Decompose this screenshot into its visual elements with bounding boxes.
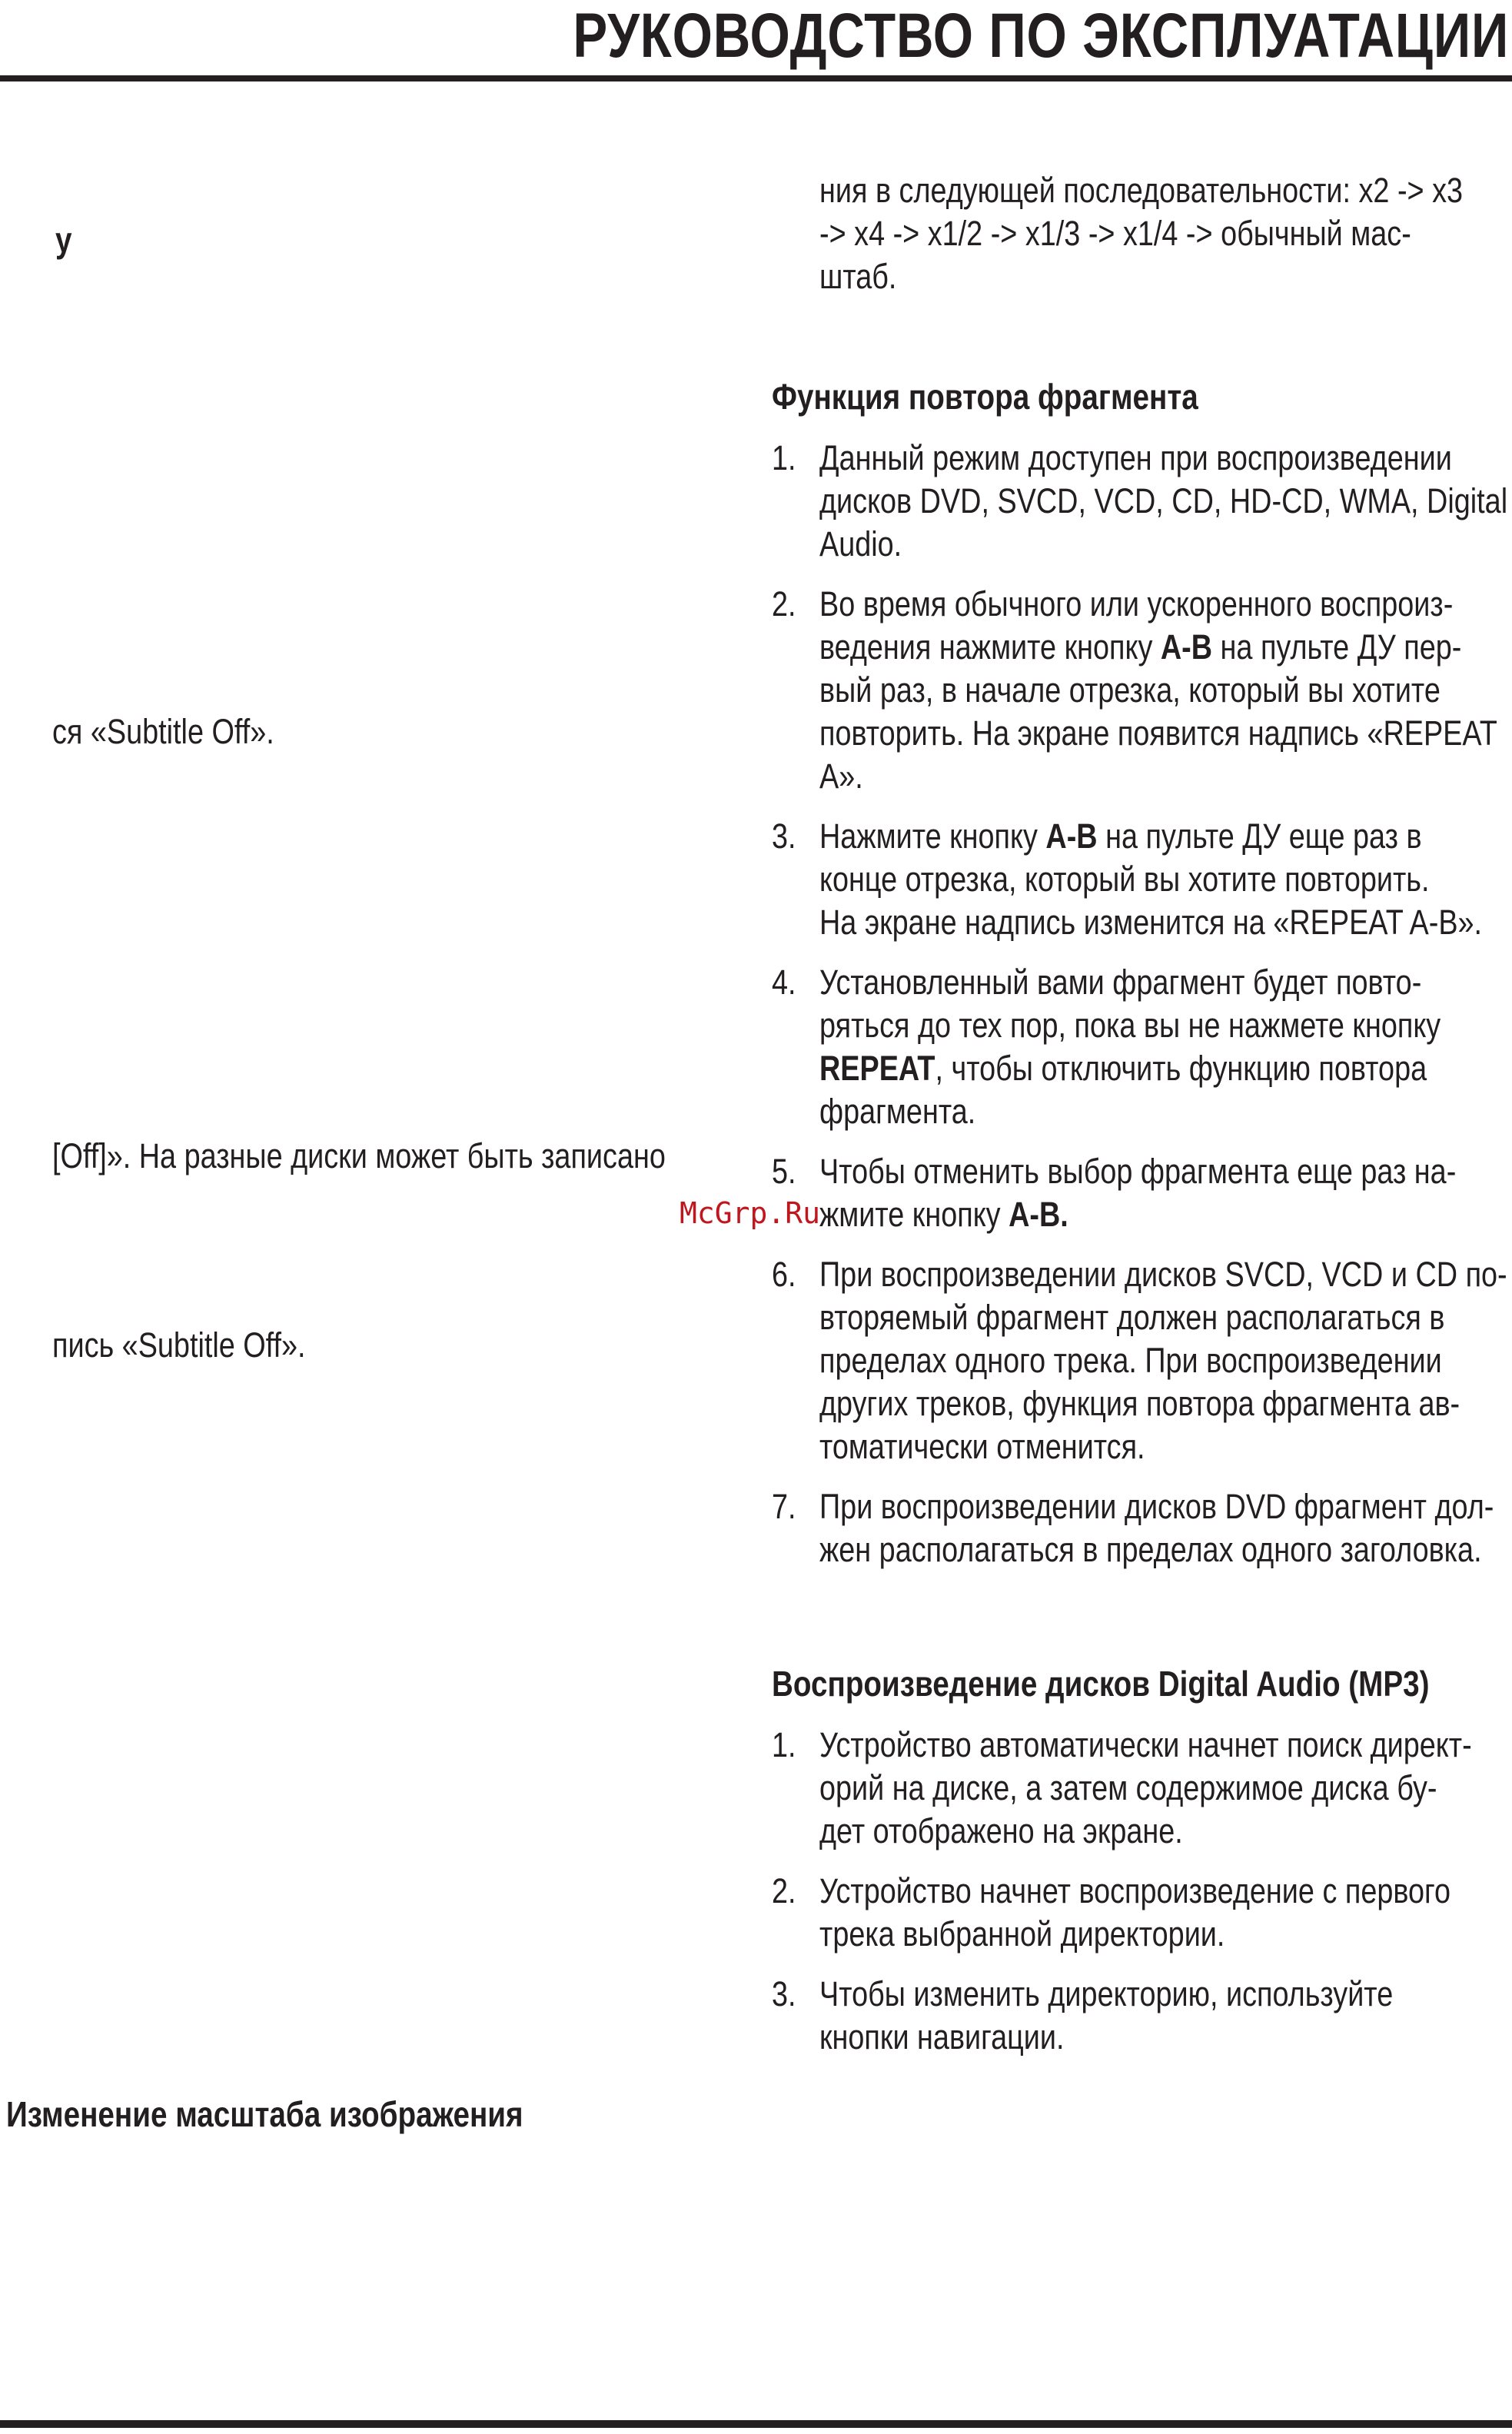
repeat-section-heading: Функция повтора фрагмента xyxy=(772,377,1198,417)
list-item-number: 7. xyxy=(772,1487,796,1526)
list-item-line: На экране надпись изменится на «REPEAT A-B». xyxy=(819,903,1483,942)
list-item-line: Данный режим доступен при воспроизведении xyxy=(819,438,1452,477)
list-item-line: При воспроизведении дисков DVD фрагмент дол- xyxy=(819,1487,1494,1526)
mp3-section-list xyxy=(772,1724,1510,2076)
list-item-line: Устройство автоматически начнет поиск директ- xyxy=(819,1725,1472,1764)
repeat-section-list xyxy=(772,437,1510,1588)
list-item-line: конце отрезка, который вы хотите повторить. xyxy=(819,860,1430,899)
list-item xyxy=(772,437,1510,566)
list-item-number: 2. xyxy=(772,1871,796,1910)
list-item-line: Чтобы изменить директорию, используйте xyxy=(819,1974,1394,2013)
list-item xyxy=(772,1253,1510,1468)
list-item xyxy=(772,1724,1510,1853)
list-item-number: 3. xyxy=(772,816,796,856)
list-item-line: жен располагаться в пределах одного заголовка. xyxy=(819,1530,1482,1569)
list-item-line: Устройство начнет воспроизведение с первого xyxy=(819,1871,1451,1910)
list-item-number: 6. xyxy=(772,1255,796,1294)
zoom-sequence-line-2: -> x4 -> x1/2 -> x1/3 -> x1/4 -> обычный мас- xyxy=(819,214,1411,253)
list-item-line: дет отображено на экране. xyxy=(819,1811,1183,1850)
list-item xyxy=(772,1973,1510,2059)
list-item-line: орий на диске, а затем содержимое диска бу- xyxy=(819,1768,1437,1807)
list-item-line: ряться до тех пор, пока вы не нажмете кнопку xyxy=(819,1006,1441,1045)
list-item-line: вторяемый фрагмент должен располагаться в xyxy=(819,1298,1445,1337)
list-item-line: других треков, функция повтора фрагмента ав- xyxy=(819,1384,1460,1423)
list-item-line: Нажмите кнопку A-B на пульте ДУ еще раз в xyxy=(819,816,1422,856)
list-item-line: Чтобы отменить выбор фрагмента еще раз на- xyxy=(819,1152,1457,1191)
list-item-number: 1. xyxy=(772,438,796,477)
list-item-line: дисков DVD, SVCD, VCD, CD, HD-CD, WMA, Digital xyxy=(819,481,1508,520)
list-item-line: REPEAT, чтобы отключить функцию повтора xyxy=(819,1049,1427,1088)
list-item-number: 5. xyxy=(772,1152,796,1191)
list-item-line: Во время обычного или ускоренного воспроиз- xyxy=(819,584,1454,623)
zoom-heading: Изменение масштаба изображения xyxy=(6,2094,523,2134)
list-item-line: фрагмента. xyxy=(819,1092,976,1131)
list-item xyxy=(772,815,1510,944)
list-item xyxy=(772,1150,1510,1236)
zoom-sequence-line-1: ния в следующей последовательности: x2 -> x3 xyxy=(819,171,1464,210)
list-item xyxy=(772,1485,1510,1571)
list-item-line: пределах одного трека. При воспроизведении xyxy=(819,1341,1442,1380)
list-item-line: повторить. На экране появится надпись «REPEAT xyxy=(819,713,1497,753)
list-item-line: A». xyxy=(819,756,863,796)
left-fragment-off: [Off]». На разные диски может быть записано xyxy=(52,1136,666,1175)
list-item-line: ведения нажмите кнопку A-B на пульте ДУ пер- xyxy=(819,627,1462,667)
list-item-line: томатически отменится. xyxy=(819,1427,1145,1466)
list-item-line: кнопки навигации. xyxy=(819,2017,1065,2057)
list-item xyxy=(772,961,1510,1133)
zoom-sequence-line-3: штаб. xyxy=(819,257,897,296)
list-item-line: жмите кнопку A-B. xyxy=(819,1195,1068,1234)
left-fragment-subtitle-off-1: ся «Subtitle Off». xyxy=(52,712,274,751)
left-fragment-y: у xyxy=(55,220,72,260)
list-item-line: трека выбранной директории. xyxy=(819,1914,1225,1954)
list-item xyxy=(772,1870,1510,1956)
list-item-number: 1. xyxy=(772,1725,796,1764)
list-item xyxy=(772,583,1510,798)
left-fragment-subtitle-off-2: пись «Subtitle Off». xyxy=(52,1325,306,1365)
list-item-number: 3. xyxy=(772,1974,796,2013)
list-item-line: При воспроизведении дисков SVCD, VCD и CD по- xyxy=(819,1255,1507,1294)
list-item-line: вый раз, в начале отрезка, который вы хотите xyxy=(819,670,1441,710)
header-rule xyxy=(0,75,1512,81)
footer-rule xyxy=(0,2420,1512,2428)
list-item-line: Audio. xyxy=(819,524,902,564)
list-item-number: 4. xyxy=(772,963,796,1002)
watermark-link[interactable]: McGrp.Ru xyxy=(680,1196,821,1230)
page-header-title: РУКОВОДСТВО ПО ЭКСПЛУАТАЦИИ xyxy=(573,1,1509,71)
list-item-line: Установленный вами фрагмент будет повто- xyxy=(819,963,1422,1002)
mp3-section-heading: Воспроизведение дисков Digital Audio (MP3) xyxy=(772,1664,1430,1704)
list-item-number: 2. xyxy=(772,584,796,623)
